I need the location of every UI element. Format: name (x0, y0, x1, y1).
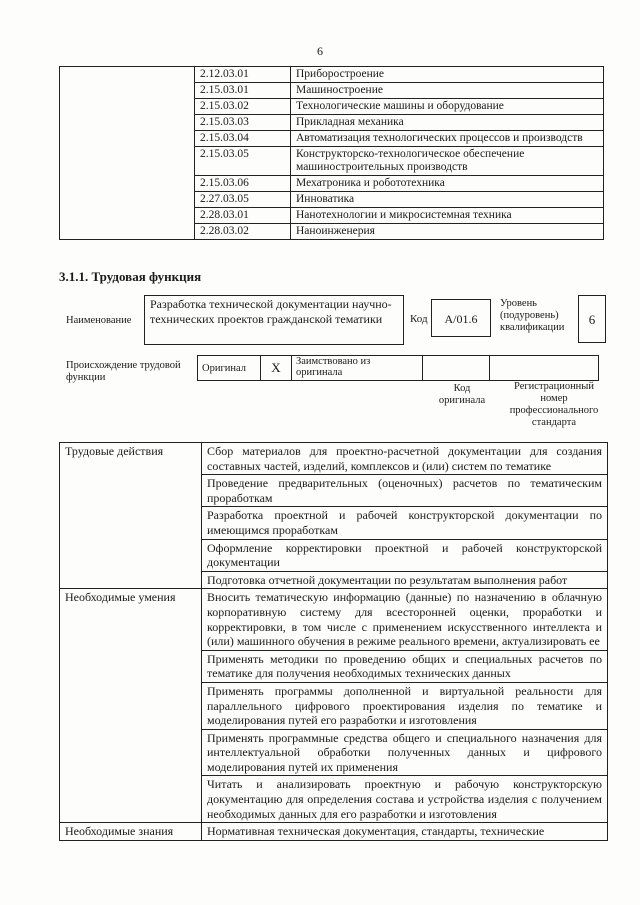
required-knowledge-item: Нормативная техническая документация, стандарты, технические (202, 823, 608, 841)
labor-actions-item: Сбор материалов для проектно-расчетной документации для создания составных частей, изделий, комплексов и (или) систем по тематике (202, 443, 608, 475)
specialty-name: Прикладная механика (291, 115, 604, 131)
original-label: Оригинал (198, 356, 261, 381)
specialty-name: Технологические машины и оборудование (291, 99, 604, 115)
orig-code-label: Код оригинала (438, 383, 486, 406)
origin-table (197, 355, 599, 381)
specialty-codes-table (59, 66, 604, 240)
specialty-code: 2.15.03.04 (195, 131, 291, 147)
labor-actions-row (60, 443, 608, 475)
specialty-code: 2.28.03.02 (195, 224, 291, 240)
reg-number-label: Регистрационный номер профессионального стандарта (509, 381, 599, 428)
level-label: Уровень (подуровень) квалификации (500, 298, 565, 333)
name-label: Наименование (66, 315, 132, 326)
required-skills-row (60, 589, 608, 650)
specialty-name: Наноинженерия (291, 224, 604, 240)
page-number: 6 (317, 44, 323, 58)
specialty-code: 2.28.03.01 (195, 208, 291, 224)
labor-actions-item: Проведение предварительных (оценочных) расчетов по тематическим проработкам (202, 475, 608, 507)
reg-number-cell (490, 356, 599, 381)
required-skills-item: Применять программные средства общего и специального назначения для интеллектуальной обработки полученных данных и цифрового моделирования путей их применения (202, 729, 608, 776)
specialty-code: 2.15.03.05 (195, 147, 291, 176)
codes-row (60, 67, 604, 83)
labor-actions-item: Оформление корректировки проектной и рабочей конструкторской документации (202, 539, 608, 571)
required-skills-item: Применять методики по проведению общих и специальных расчетов по тематике для получения необходимых технических данных (202, 650, 608, 682)
specialty-code: 2.15.03.02 (195, 99, 291, 115)
specialty-name: Машиностроение (291, 83, 604, 99)
codes-blank-cell (60, 67, 195, 240)
specialty-code: 2.12.03.01 (195, 67, 291, 83)
specialty-name: Конструкторско-технологическое обеспечение машиностроительных производств (291, 147, 604, 176)
qualification-level-value: 6 (578, 295, 606, 343)
specialty-name: Инноватика (291, 192, 604, 208)
specialty-name: Мехатроника и робототехника (291, 176, 604, 192)
required-skills-item: Применять программы дополненной и виртуальной реальности для параллельного цифрового проектирования изделия по тематике и моделирования путей его разработки и изготовления (202, 682, 608, 729)
orig-code-cell (423, 356, 490, 381)
borrowed-label: Заимствовано из оригинала (292, 356, 423, 381)
function-code-value: A/01.6 (431, 299, 491, 337)
required-skills-item: Читать и анализировать проектную и рабочую конструкторскую документацию для определения состава и устройства изделия с получением необходимых данных для его разработки и изготовления (202, 776, 608, 823)
specialty-code: 2.15.03.01 (195, 83, 291, 99)
required-knowledge-row (60, 823, 608, 841)
origin-label: Происхождение трудовой функции (66, 360, 181, 383)
required-knowledge-title: Необходимые знания (60, 823, 202, 841)
section-title: 3.1.1. Трудовая функция (59, 269, 202, 284)
original-mark: X (261, 356, 292, 381)
specialty-code: 2.15.03.03 (195, 115, 291, 131)
labor-function-table (59, 442, 608, 841)
specialty-name: Приборостроение (291, 67, 604, 83)
code-label: Код (410, 313, 428, 325)
labor-actions-item: Разработка проектной и рабочей конструкторской документации по имеющимся проработкам (202, 507, 608, 539)
required-skills-title: Необходимые умения (60, 589, 202, 823)
specialty-name: Нанотехнологии и микросистемная техника (291, 208, 604, 224)
specialty-code: 2.27.03.05 (195, 192, 291, 208)
specialty-name: Автоматизация технологических процессов и производств (291, 131, 604, 147)
required-skills-item: Вносить тематическую информацию (данные) по назначению в облачную корпоративную систему для всесторонней оценки, проработки и корректировки, в том числе с применением искусственного интеллекта и (или) машинного обучения в режиме реального времени, актуализировать ее (202, 589, 608, 650)
labor-actions-title: Трудовые действия (60, 443, 202, 589)
function-name-value: Разработка технической документации научно-технических проектов гражданской тематики (144, 295, 404, 345)
labor-actions-item: Подготовка отчетной документации по результатам выполнения работ (202, 571, 608, 589)
specialty-code: 2.15.03.06 (195, 176, 291, 192)
